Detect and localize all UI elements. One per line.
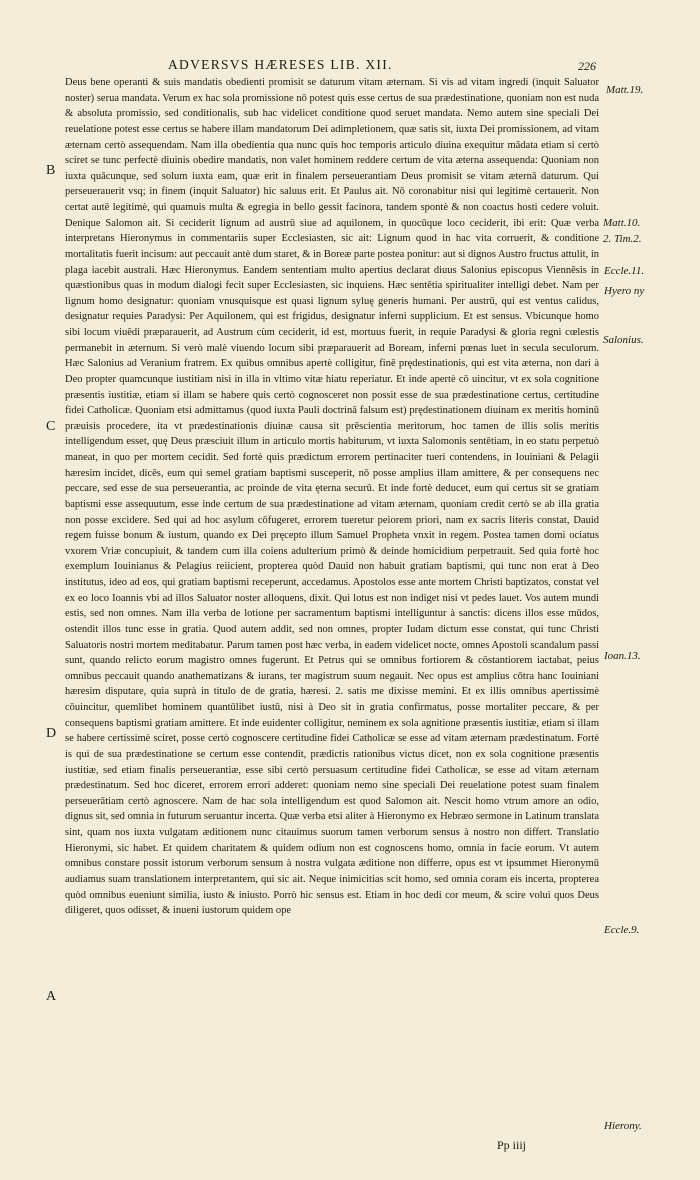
margin-note-matt-19: Matt.19. — [606, 84, 644, 96]
margin-note-eccle-11: Eccle.11. — [604, 265, 645, 277]
running-title: ADVERSVS HÆRESES LIB. XII. — [168, 57, 393, 72]
section-letter-c: C — [46, 419, 56, 434]
margin-note-ioan-13: Ioan.13. — [604, 650, 641, 662]
margin-note-hierony: Hierony. — [604, 1120, 642, 1132]
margin-note-hieronymus: Hyero ny — [604, 285, 645, 297]
signature-mark: Pp iiij — [497, 1138, 527, 1152]
body-paragraph: Deus bene operanti & suis mandatis obedienti promisit se daturum vitam æternam. Si vis ad vitam ingredi (inquit Saluator noster) serua mandata. Verum ex hac sola promissione nō potest quis esse certus de sua prædestinatione, quoniam non est nuda & absoluta promissio, sed conditionalis, sub hac videlicet conditione quod seruet mandata. Nemo autem sine speciali Dei reuelatione potest esse certus se habere illam mandatorum Dei adimpletionem, quæ satis sit, iuxta Dei promissionem, ad vitam æternam certò assequendam. Nam illa obedientia qua nunc quis hoc temporis articulo diuina exequitur mādata etiam si certò sciret se tunc perfectè diuinis obedire mandatis, non valet hominem reddere certum de vita æterna assequenda: Quoniam non iuxta quācunque, sed solum iuxta eam, quæ erit in finalem perseuerantiam Deus promisit se vitam æternā daturum. Qui perseuerauerit vsq; in finem (inquit Saluator) hic saluus erit. Et Paulus ait. Nō coronabitur nisi qui legitimè certauerit. Non certat autē legitimè, qui quamuis multa & egregia in bello gessit facinora, tandem spontè & non coactus hosti cedere voluit. Denique Salomon ait. Si ceciderit lignum ad austrū siue ad aquilonem, in quocūque loco ceciderit, ibi erit: Quæ verba interpretans Hieronymus in commentariis super Ecclesiasten, sic ait: Lignum quod in hac vita corruerit, & conditione mortalitatis fuerit incisum: aut peccauit antè dum staret, & in Boreæ parte postea ponitur: aut si dignos Austro fructus attulit, in plaga iacebit australi. Hæc Hieronymus. Eandem sententiam multo apertius declarat diuus Salonius episcopus Viennēsis in quæstionibus quas in modum dialogi fecit super Ecclesiasten, sic inquiens. Hæc sentētia spiritualiter intelligi debet. Nam per lignum homo designatur: quoniam vnusquisque est quasi lignum syluę generis humani. Per austrū, qui est ventus calidus, designatur requies Paradysi: Per Aquilonem, qui est frigidus, designatur inferni supplicium. Et est sensus. Vbicunque homo sibi locum viuēdi præparauerit, ad Austrum cùm ceciderit, id est, mortuus fuerit, in requie Paradysi & gloria regni cœlestis permanebit in æternum. Si verò malè viuendo locum sibi præparauerit ad Boream, inferni pœnas luet in secula seculorum. Hæc Salonius ad Veranium fratrem. Ex quibus omnibus apertè colligitur, finē prędestinationis, qui est vita æterna, non dari à Deo propter quamcunque iustitiam nisi in illa in vltimo vitæ hiatu reperiatur. Et inde apertè cō uincitur, vt ex sola cognitione præsentis iustitiæ, etiam si illam se habere quis certò cognosceret non possit esse de sua prædestinatione certus, certitudine fidei Catholicæ. Quoniam etsi admittamus (quod iuxta Pauli doctrinā falsum est) prędestinationem diuinam ex meritis hominū præuisis procedere, ita vt prædestinationis diuinæ causa sit prēscientia meritorum, hoc tamen de illis solis meritis intelligendum esset, quę Deus præsciuit illum in articulo mortis habiturum, vt iuxta Salomonis sentētiam, in eo statu perpetuò maneat, in quo per mortem cecidit. Sed fortè quis prædictum errorem pertinaciter tueri contendens, in Iouiniani & Pelagii hæresim incidet, dicēs, eum qui semel gratiam baptismi susceperit, nō posse amplius illam amittere, & per consequens nec peccare, sed esse de sua perseuerantia, ac proinde de vita ęterna securū. Et inde fortè deducet, eum qui certus sit se gratiam baptismi esse assequutum, esse inde certum de sua prædestinatione ad vitam æternam, quoniam credit certò se ab illa gratia non posse excidere. Sed qui ad hoc asylum cōfugeret, errorem tueretur peiorem priori, nam ex sacris literis constat, Dauid regem fuisse bonum & iustum, quando ex Dei pręcepto illum Samuel Propheta vnxit in regem. Postea tamen domi ociatus vxorem Vriæ concupiuit, & tandem cum illa coiens adulterium primò & deinde homicidium perpetrauit. Sed quia fortè hoc exemplum Iouinianus & Pelagius reiicient, propterea quòd Dauid non habuit gratiam baptismi, qui tunc non erat à Deo institutus, ideo ad eos, qui gratiam baptismi receperunt, accedamus. Apostolos esse ante mortem Christi baptizatos, constat vel ex eo loco Ioannis vbi ad illos Saluator noster alloquens, dixit. Qui lotus est non indiget nisi vt pedes lauet. Vos autem mundi estis, sed non omnes. Nam illa verba de lotione per sacramentum baptismi intelliguntur à sanctis: dicens illos esse mūdos, ostendit illos tunc esse in gratia. Quod autem addit, sed non omnes, propter Iudam dictum esse constat, qui tunc Christi Saluatoris nostri mortem meditabatur. Parum tamen post hæc verba, in eadem videlicet nocte, omnes Apostoli scandalum passi sunt, quando relicto eorum magistro omnes fugerunt. Et Petrus qui se omnibus fortiorem & cōstantiorem iactabat, peius omnibus peccauit quando anathematizans & iurans, ter magistrum suum negauit. Nec opus est amplius cōtra hanc Iouiniani hæresim disputare, quia suprà in titulo de de gratia, hæresi. 2. satis me dixisse memini. Et ex illis omnibus apertissimè cōuincitur, quemlibet hominem quantūlibet iustū, nisi à Deo sit in gratia confirmatus, posse mortaliter peccare, & per consequens baptismi gratiam amittere. Et inde euidenter colligitur, neminem ex sola agnitione præsentis iustitiæ, etiam si illam se habere certissimè sciret, posse certò cognoscere certitudine fidei Catholicæ se esse ad vitam æternam prædestinatum. Fortè is qui de sua prædestinatione se certum esse contendit, prædictis rationibus victus dicet, non ex sola cognitione præsentis iustitiæ, sed etiam finalis perseuerantiæ, esse sibi certò persuasum certitudine fidei Catholicæ, se esse ad vitam æternam prædestinatum. Sed hoc diceret, errorem errori adderet: quoniam nemo sine speciali Dei reuelatione potest suam finalem perseuerātiam certò agnoscere. Nam de hac sola intelligendum est quod Salomon ait. Nescit homo vtrum amore an odio, dignus sit, sed omnia in futurum seruantur incerta. Quæ verba etsi aliter à Hieronymo ex Hebræo sermone in Latinum translata sint, quam nos iuxta vulgatam æditionem nunc citauimus suorum tamen verborum sensus à nostro non differt. Translatio Hieronymi, sic habet. Et quidem charitatem & quidem odium non est cognoscens homo, omnia in facie eorum. Vt autem omnibus constare possit istorum verborum sensum à nostra vulgata æditione non differre, opus est vt ipsummet Hieronymū audiamus suam translationem interpretantem, qui sic ait. Neque inimicitias scit homo, sed omnia coram eis incerta, propterea quòd omnibus eueniunt similia, iusto & iniusto. Porrò hic sensus est. Etiam in hoc dedi cor meum, & scire volui quos Deus diligeret, quos odisset, & inueni iustorum quidem ope — [65, 77, 599, 917]
margin-note-eccle-9: Eccle.9. — [604, 924, 640, 936]
section-letter-b: B — [46, 163, 56, 178]
margin-note-salonius: Salonius. — [603, 334, 644, 346]
section-letter-d: D — [46, 726, 57, 741]
page-number: 226 — [578, 59, 596, 73]
section-letter-a: A — [46, 989, 57, 1004]
margin-note-2-tim-2: 2. Tim.2. — [603, 233, 642, 245]
main-text-block — [65, 75, 599, 919]
margin-note-matt-10: Matt.10. — [603, 217, 641, 229]
